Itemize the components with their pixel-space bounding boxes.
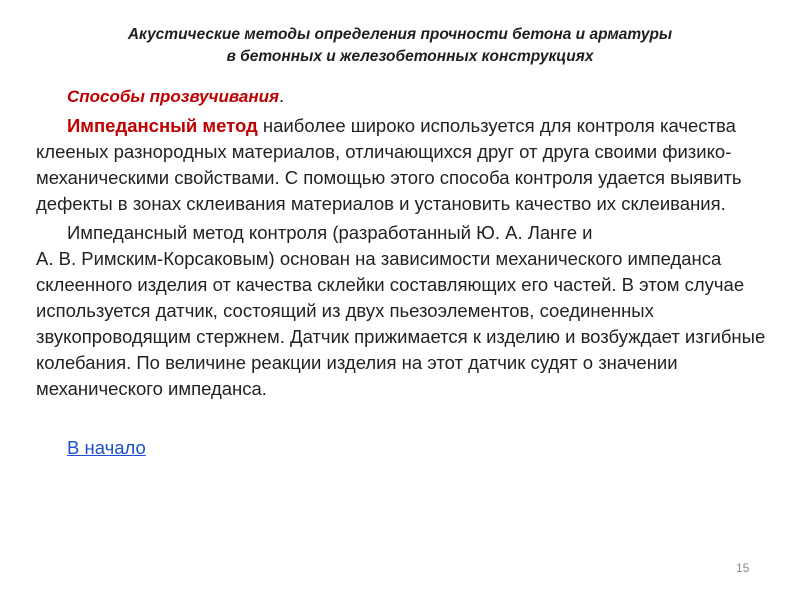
subtitle-paragraph bbox=[36, 83, 776, 110]
slide-content bbox=[36, 83, 776, 461]
home-link[interactable]: В начало bbox=[67, 437, 146, 458]
term-impedance-method: Импедансный метод bbox=[67, 115, 258, 136]
paragraph-impedance-intro bbox=[36, 113, 776, 217]
paragraph-impedance-details-text: А. В. Римским-Корсаковым) основан на зависимости механического импеданса склеенного изделия от качества склейки составляющих его частей. В этом случае используется датчик, состоящий из двух пьезоэлементов, соединенных звукопроводящим стержнем. Датчик прижимается к изделию и возбуждает изгибные колебания. По величине реакции изделия на этот датчик судят о значении механического импеданса. bbox=[36, 248, 766, 399]
section-subtitle: Способы прозвучивания bbox=[67, 87, 280, 106]
slide-title-line-1: Акустические методы определения прочности бетона и арматуры bbox=[127, 26, 673, 43]
paragraph-impedance-intro-text: наиболее широко используется для контроля качества клееных разнородных материалов, отличающихся друг от друга своими физико-механическими свойствами. С помощью этого способа контроля удается выявить дефекты в зонах склеивания материалов и установить качество их склеивания. bbox=[36, 115, 742, 214]
subtitle-period: . bbox=[279, 85, 285, 106]
slide-title-line-2: в бетонных и железобетонных конструкциях bbox=[226, 48, 594, 65]
paragraph-impedance-details bbox=[36, 220, 776, 402]
page-number: 15 bbox=[736, 561, 750, 575]
paragraph-impedance-details-line-1: Импедансный метод контроля (разработанный Ю. А. Ланге и bbox=[67, 222, 593, 243]
link-row bbox=[36, 435, 776, 461]
slide-title bbox=[30, 24, 770, 68]
